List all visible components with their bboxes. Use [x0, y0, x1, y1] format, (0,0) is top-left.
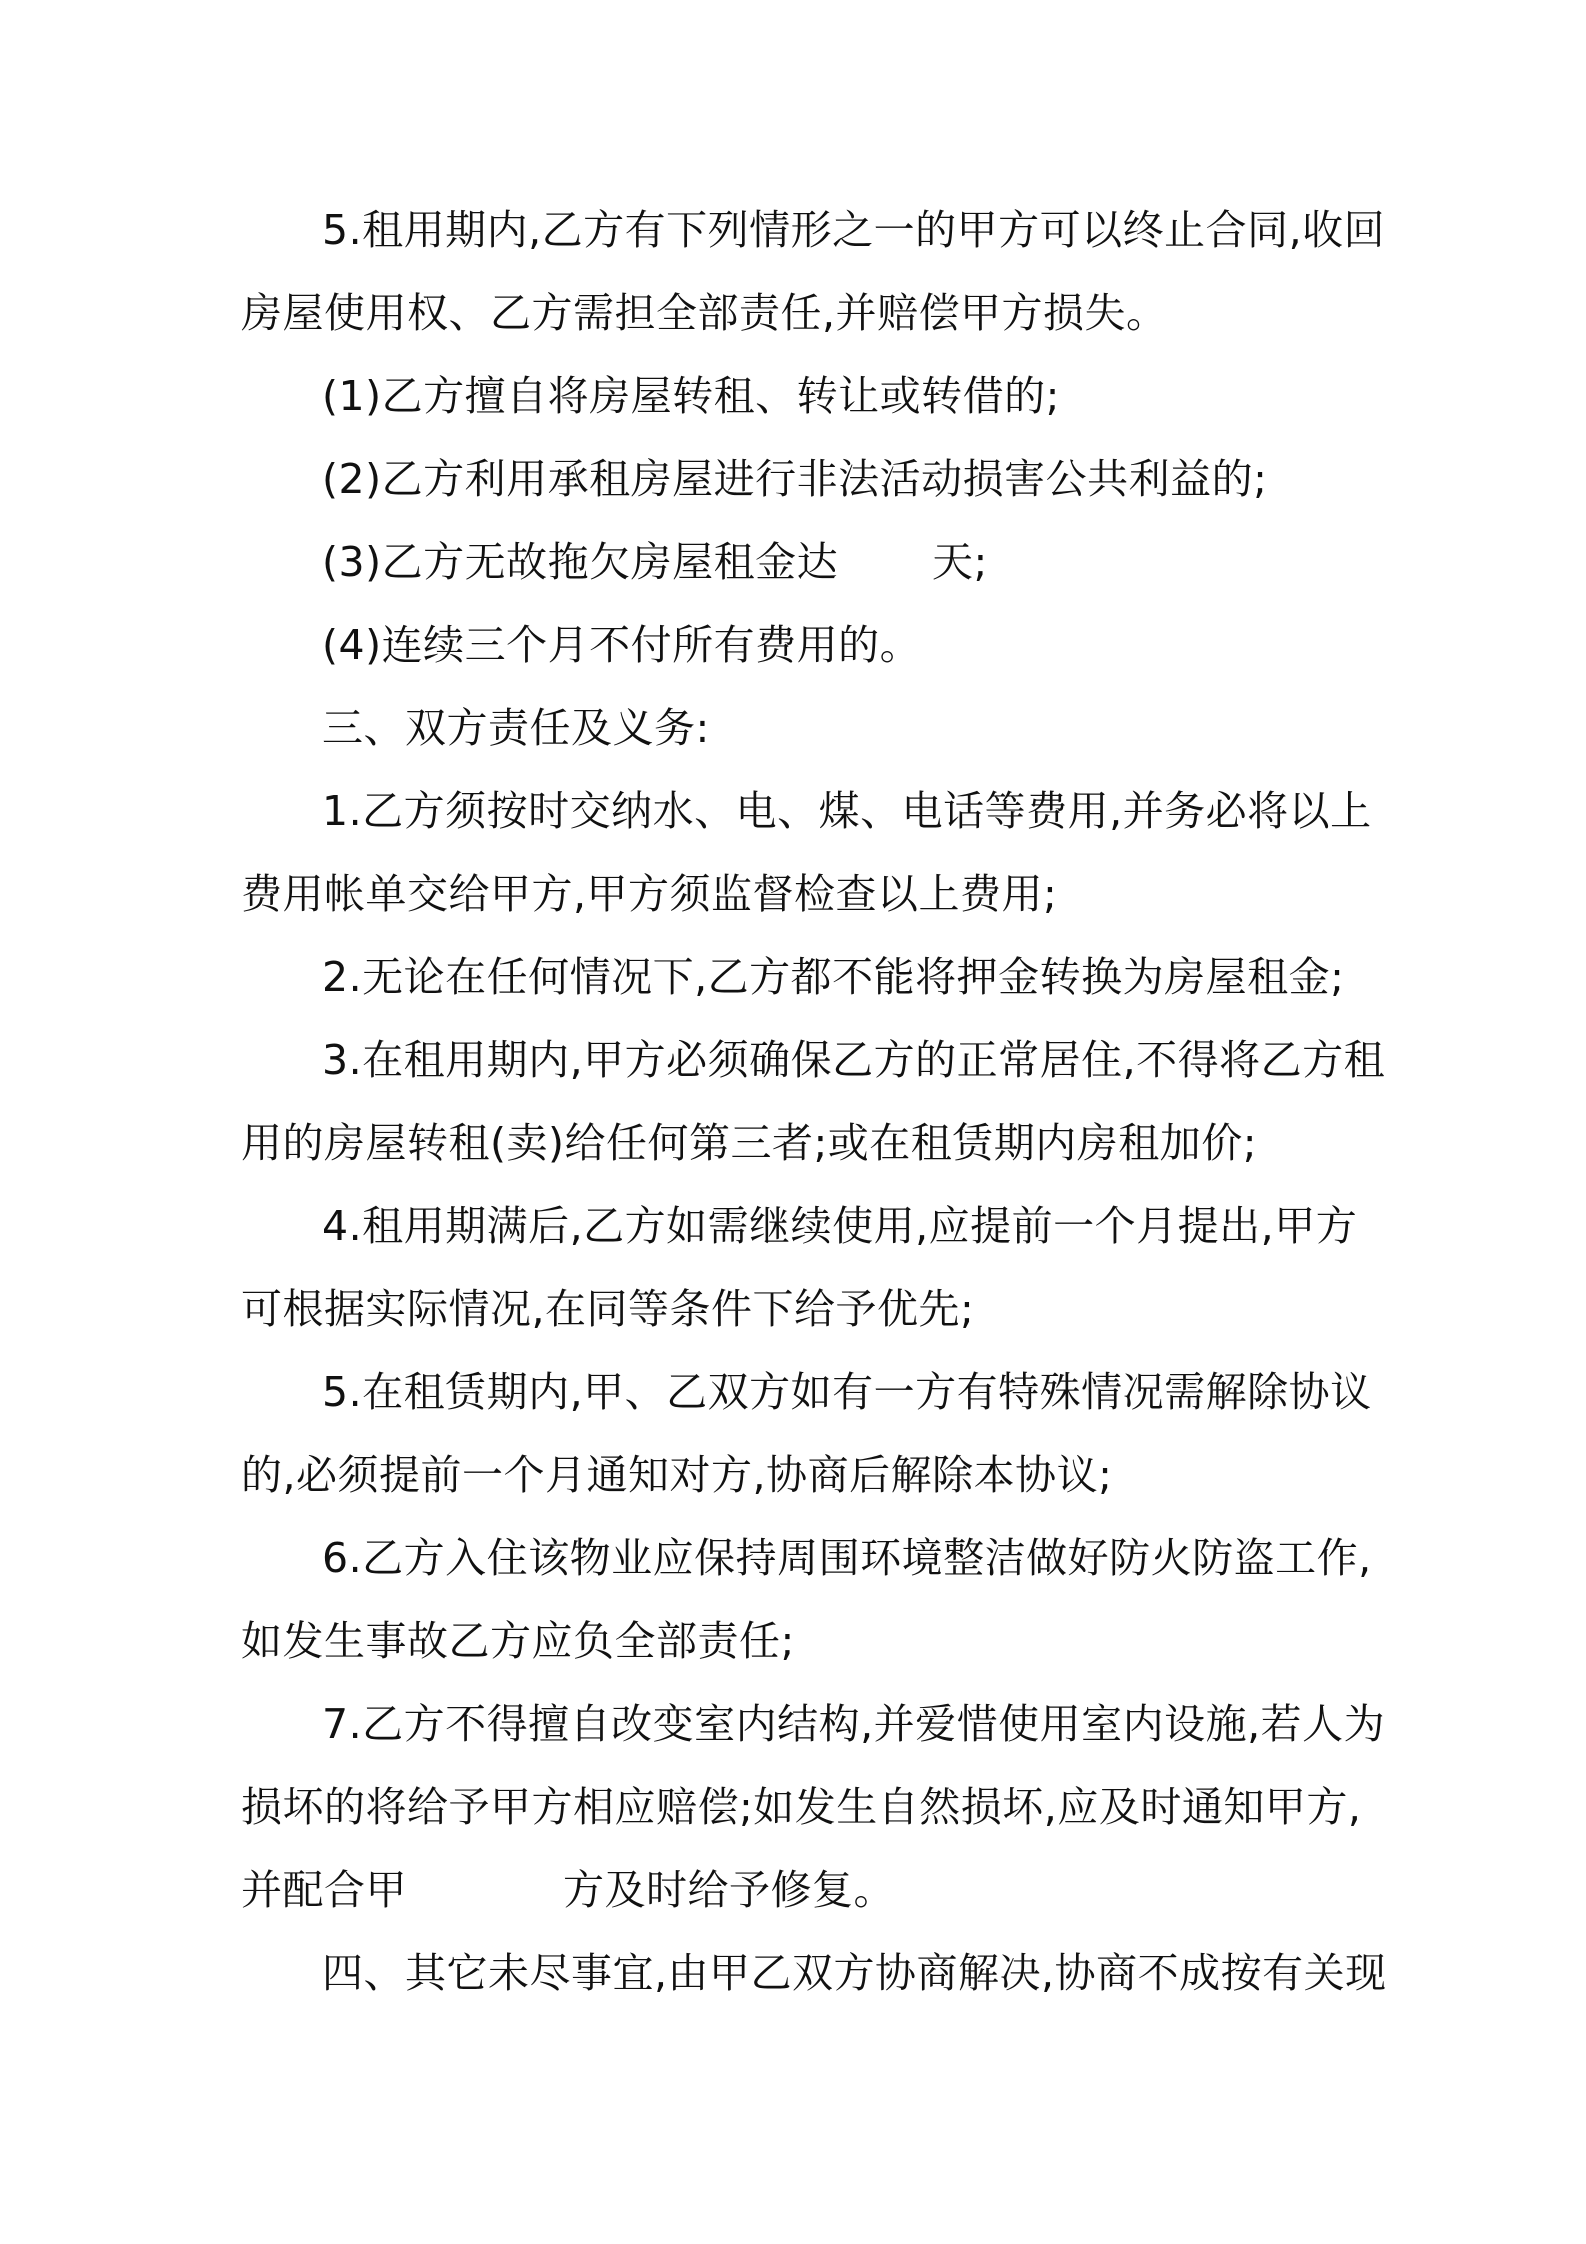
text-line: 1.乙方须按时交纳水、电、煤、电话等费用,并务必将以上	[322, 787, 1372, 835]
duty-5-early-termination-cont	[0, 1445, 1586, 1505]
text-line: 的,必须提前一个月通知对方,协商后解除本协议;	[241, 1451, 1113, 1499]
duty-7-structure-cont-2	[0, 1860, 1586, 1920]
text-line: (2)乙方利用承租房屋进行非法活动损害公共利益的;	[322, 455, 1268, 503]
duty-4-renewal-cont	[0, 1279, 1586, 1339]
text-line: 用的房屋转租(卖)给任何第三者;或在租赁期内房租加价;	[241, 1119, 1258, 1167]
text-line: 4.租用期满后,乙方如需继续使用,应提前一个月提出,甲方	[322, 1202, 1358, 1250]
text-line: 房屋使用权、乙方需担全部责任,并赔偿甲方损失。	[241, 289, 1168, 337]
duty-2-deposit	[0, 947, 1586, 1007]
clause-1-sublet	[0, 366, 1586, 426]
text-line-after-blank: 天;	[932, 538, 988, 586]
clause-3-rent-arrears	[0, 532, 1586, 592]
duty-3-residence	[0, 1030, 1586, 1090]
paragraph-5-termination-cont	[0, 283, 1586, 343]
clause-2-illegal-use	[0, 449, 1586, 509]
text-line: 可根据实际情况,在同等条件下给予优先;	[241, 1285, 975, 1333]
clause-4-unpaid-fees	[0, 615, 1586, 675]
text-line: (4)连续三个月不付所有费用的。	[322, 621, 922, 669]
text-line: 5.在租赁期内,甲、乙双方如有一方有特殊情况需解除协议	[322, 1368, 1372, 1416]
text-line: 7.乙方不得擅自改变室内结构,并爱惜使用室内设施,若人为	[322, 1700, 1386, 1748]
text-line: 四、其它未尽事宜,由甲乙双方协商解决,协商不成按有关现	[322, 1949, 1387, 1997]
duty-7-structure-cont	[0, 1777, 1586, 1837]
section-3-heading	[0, 698, 1586, 758]
text-line: 3.在租用期内,甲方必须确保乙方的正常居住,不得将乙方租	[322, 1036, 1386, 1084]
duty-1-utilities	[0, 781, 1586, 841]
duty-6-safety	[0, 1528, 1586, 1588]
paragraph-5-termination	[0, 200, 1586, 260]
duty-5-early-termination	[0, 1362, 1586, 1422]
duty-4-renewal	[0, 1196, 1586, 1256]
text-line: 并配合甲	[241, 1866, 407, 1914]
section-4-other-matters	[0, 1943, 1586, 2003]
text-line: 6.乙方入住该物业应保持周围环境整洁做好防火防盗工作,	[322, 1534, 1372, 1582]
text-line: 如发生事故乙方应负全部责任;	[241, 1617, 795, 1665]
text-line: 5.租用期内,乙方有下列情形之一的甲方可以终止合同,收回	[322, 206, 1386, 254]
duty-7-structure	[0, 1694, 1586, 1754]
text-line-after-blank: 方及时给予修复。	[563, 1866, 895, 1914]
text-line: 费用帐单交给甲方,甲方须监督检查以上费用;	[241, 870, 1058, 918]
text-line: (3)乙方无故拖欠房屋租金达	[322, 538, 839, 586]
text-line: 损坏的将给予甲方相应赔偿;如发生自然损坏,应及时通知甲方,	[241, 1783, 1362, 1831]
duty-3-residence-cont	[0, 1113, 1586, 1173]
duty-6-safety-cont	[0, 1611, 1586, 1671]
text-line: 2.无论在任何情况下,乙方都不能将押金转换为房屋租金;	[322, 953, 1345, 1001]
text-line: (1)乙方擅自将房屋转租、转让或转借的;	[322, 372, 1060, 420]
section-heading: 三、双方责任及义务:	[322, 704, 710, 752]
duty-1-utilities-cont	[0, 864, 1586, 924]
